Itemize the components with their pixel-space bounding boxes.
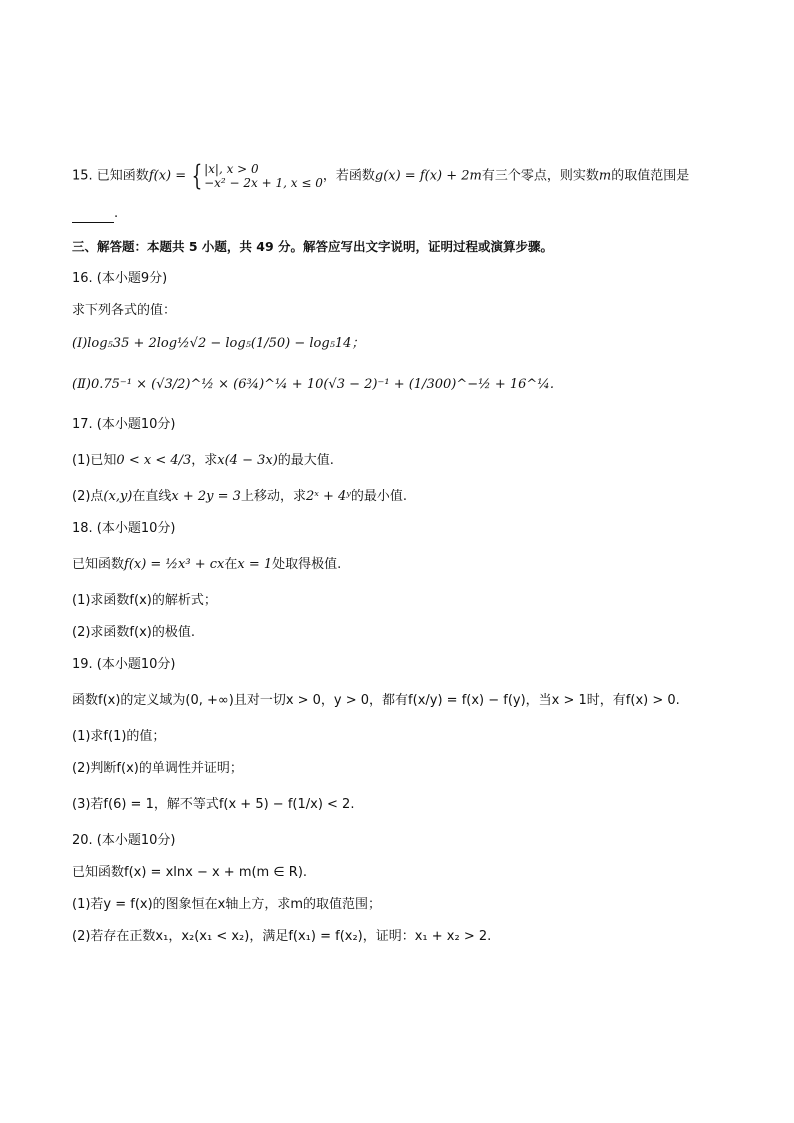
q17-p2-pre: (2)点 bbox=[72, 489, 104, 504]
q17-p2-point: (x,y) bbox=[103, 489, 133, 504]
q17-part2 bbox=[72, 488, 407, 506]
q16-title: 16. (本小题9分) bbox=[72, 271, 168, 286]
q20-intro: 已知函数f(x) = xlnx − x + m(m ∈ R). bbox=[72, 865, 308, 880]
q17-part1 bbox=[72, 452, 334, 470]
q15-mid: ，若函数 bbox=[322, 168, 375, 184]
q17-p1-mid: ，求 bbox=[191, 453, 218, 468]
q15-line bbox=[72, 159, 690, 192]
section3-heading: 三、解答题：本题共 5 小题，共 49 分。解答应写出文字说明，证明过程或演算步骤。 bbox=[72, 239, 554, 254]
q18-part2: (2)求函数f(x)的极值. bbox=[72, 625, 195, 640]
q17-p2-mid2: 上移动，求 bbox=[240, 489, 306, 504]
q17-p2-post: 的最小值. bbox=[350, 489, 408, 504]
q16-part2: (Ⅱ)0.75⁻¹ × (√3/2)^½ × (6¾)^¼ + 10(√3 − 2)⁻¹ + (1/300)^−½ + 16^¼. bbox=[72, 377, 555, 392]
q15-cases bbox=[204, 162, 323, 190]
q17-p1-expr: x(4 − 3x) bbox=[217, 453, 278, 468]
q15-case1: |x|, x > 0 bbox=[204, 162, 259, 176]
q16-intro: 求下列各式的值： bbox=[72, 303, 177, 318]
q19-part3: (3)若f(6) = 1，解不等式f(x + 5) − f(1/x) < 2. bbox=[72, 797, 355, 812]
q18-title: 18. (本小题10分) bbox=[72, 521, 176, 536]
q15-case2: −x² − 2x + 1, x ≤ 0 bbox=[204, 176, 323, 190]
q20-part1: (1)若y = f(x)的图象恒在x轴上方，求m的取值范围； bbox=[72, 897, 382, 912]
q17-p1-post: 的最大值. bbox=[277, 453, 334, 468]
q17-p1-cond: 0 < x < 4/3 bbox=[116, 453, 192, 468]
q18-intro-x: x = 1 bbox=[237, 557, 273, 572]
q19-part2: (2)判断f(x)的单调性并证明； bbox=[72, 761, 243, 776]
q16-part1: (Ⅰ)log₅35 + 2log½√2 − log₅(1/50) − log₅14； bbox=[72, 336, 365, 351]
q18-intro-pre: 已知函数 bbox=[72, 557, 125, 572]
q15-answer-blank bbox=[72, 210, 114, 223]
q15-brace: { bbox=[191, 159, 203, 192]
q18-intro bbox=[72, 556, 341, 574]
q18-intro-f: f(x) = ½x³ + cx bbox=[124, 557, 225, 572]
q19-part1: (1)求f(1)的值； bbox=[72, 729, 166, 744]
q20-title: 20. (本小题10分) bbox=[72, 833, 176, 848]
q19-intro: 函数f(x)的定义域为(0, +∞)且对一切x > 0，y > 0，都有f(x/y) = f(x) − f(y)，当x > 1时，有f(x) > 0. bbox=[72, 693, 680, 708]
q17-p2-mid: 在直线 bbox=[132, 489, 172, 504]
q15-period: . bbox=[114, 206, 119, 221]
q15-blank-line bbox=[72, 205, 118, 223]
q15-fdef: f(x) = bbox=[148, 168, 187, 184]
q17-p2-line: x + 2y = 3 bbox=[171, 489, 241, 504]
q15-suffix: 有三个零点，则实数 bbox=[481, 168, 599, 184]
q15-m: m bbox=[598, 168, 612, 184]
q18-intro-mid: 在 bbox=[224, 557, 238, 572]
q18-part1: (1)求函数f(x)的解析式； bbox=[72, 593, 217, 608]
q18-intro-post: 处取得极值. bbox=[272, 557, 342, 572]
q17-p1-pre: (1)已知 bbox=[72, 453, 117, 468]
q15-end: 的取值范围是 bbox=[611, 168, 690, 184]
q19-title: 19. (本小题10分) bbox=[72, 657, 176, 672]
q17-title: 17. (本小题10分) bbox=[72, 417, 176, 432]
q15-g: g(x) = f(x) + 2m bbox=[374, 168, 482, 184]
q17-p2-expr: 2ˣ + 4ʸ bbox=[305, 489, 351, 504]
q20-part2: (2)若存在正数x₁，x₂(x₁ < x₂)，满足f(x₁) = f(x₂)，证明：x₁ + x₂ > 2. bbox=[72, 929, 492, 944]
q15-prefix: 15. 已知函数 bbox=[72, 168, 149, 184]
